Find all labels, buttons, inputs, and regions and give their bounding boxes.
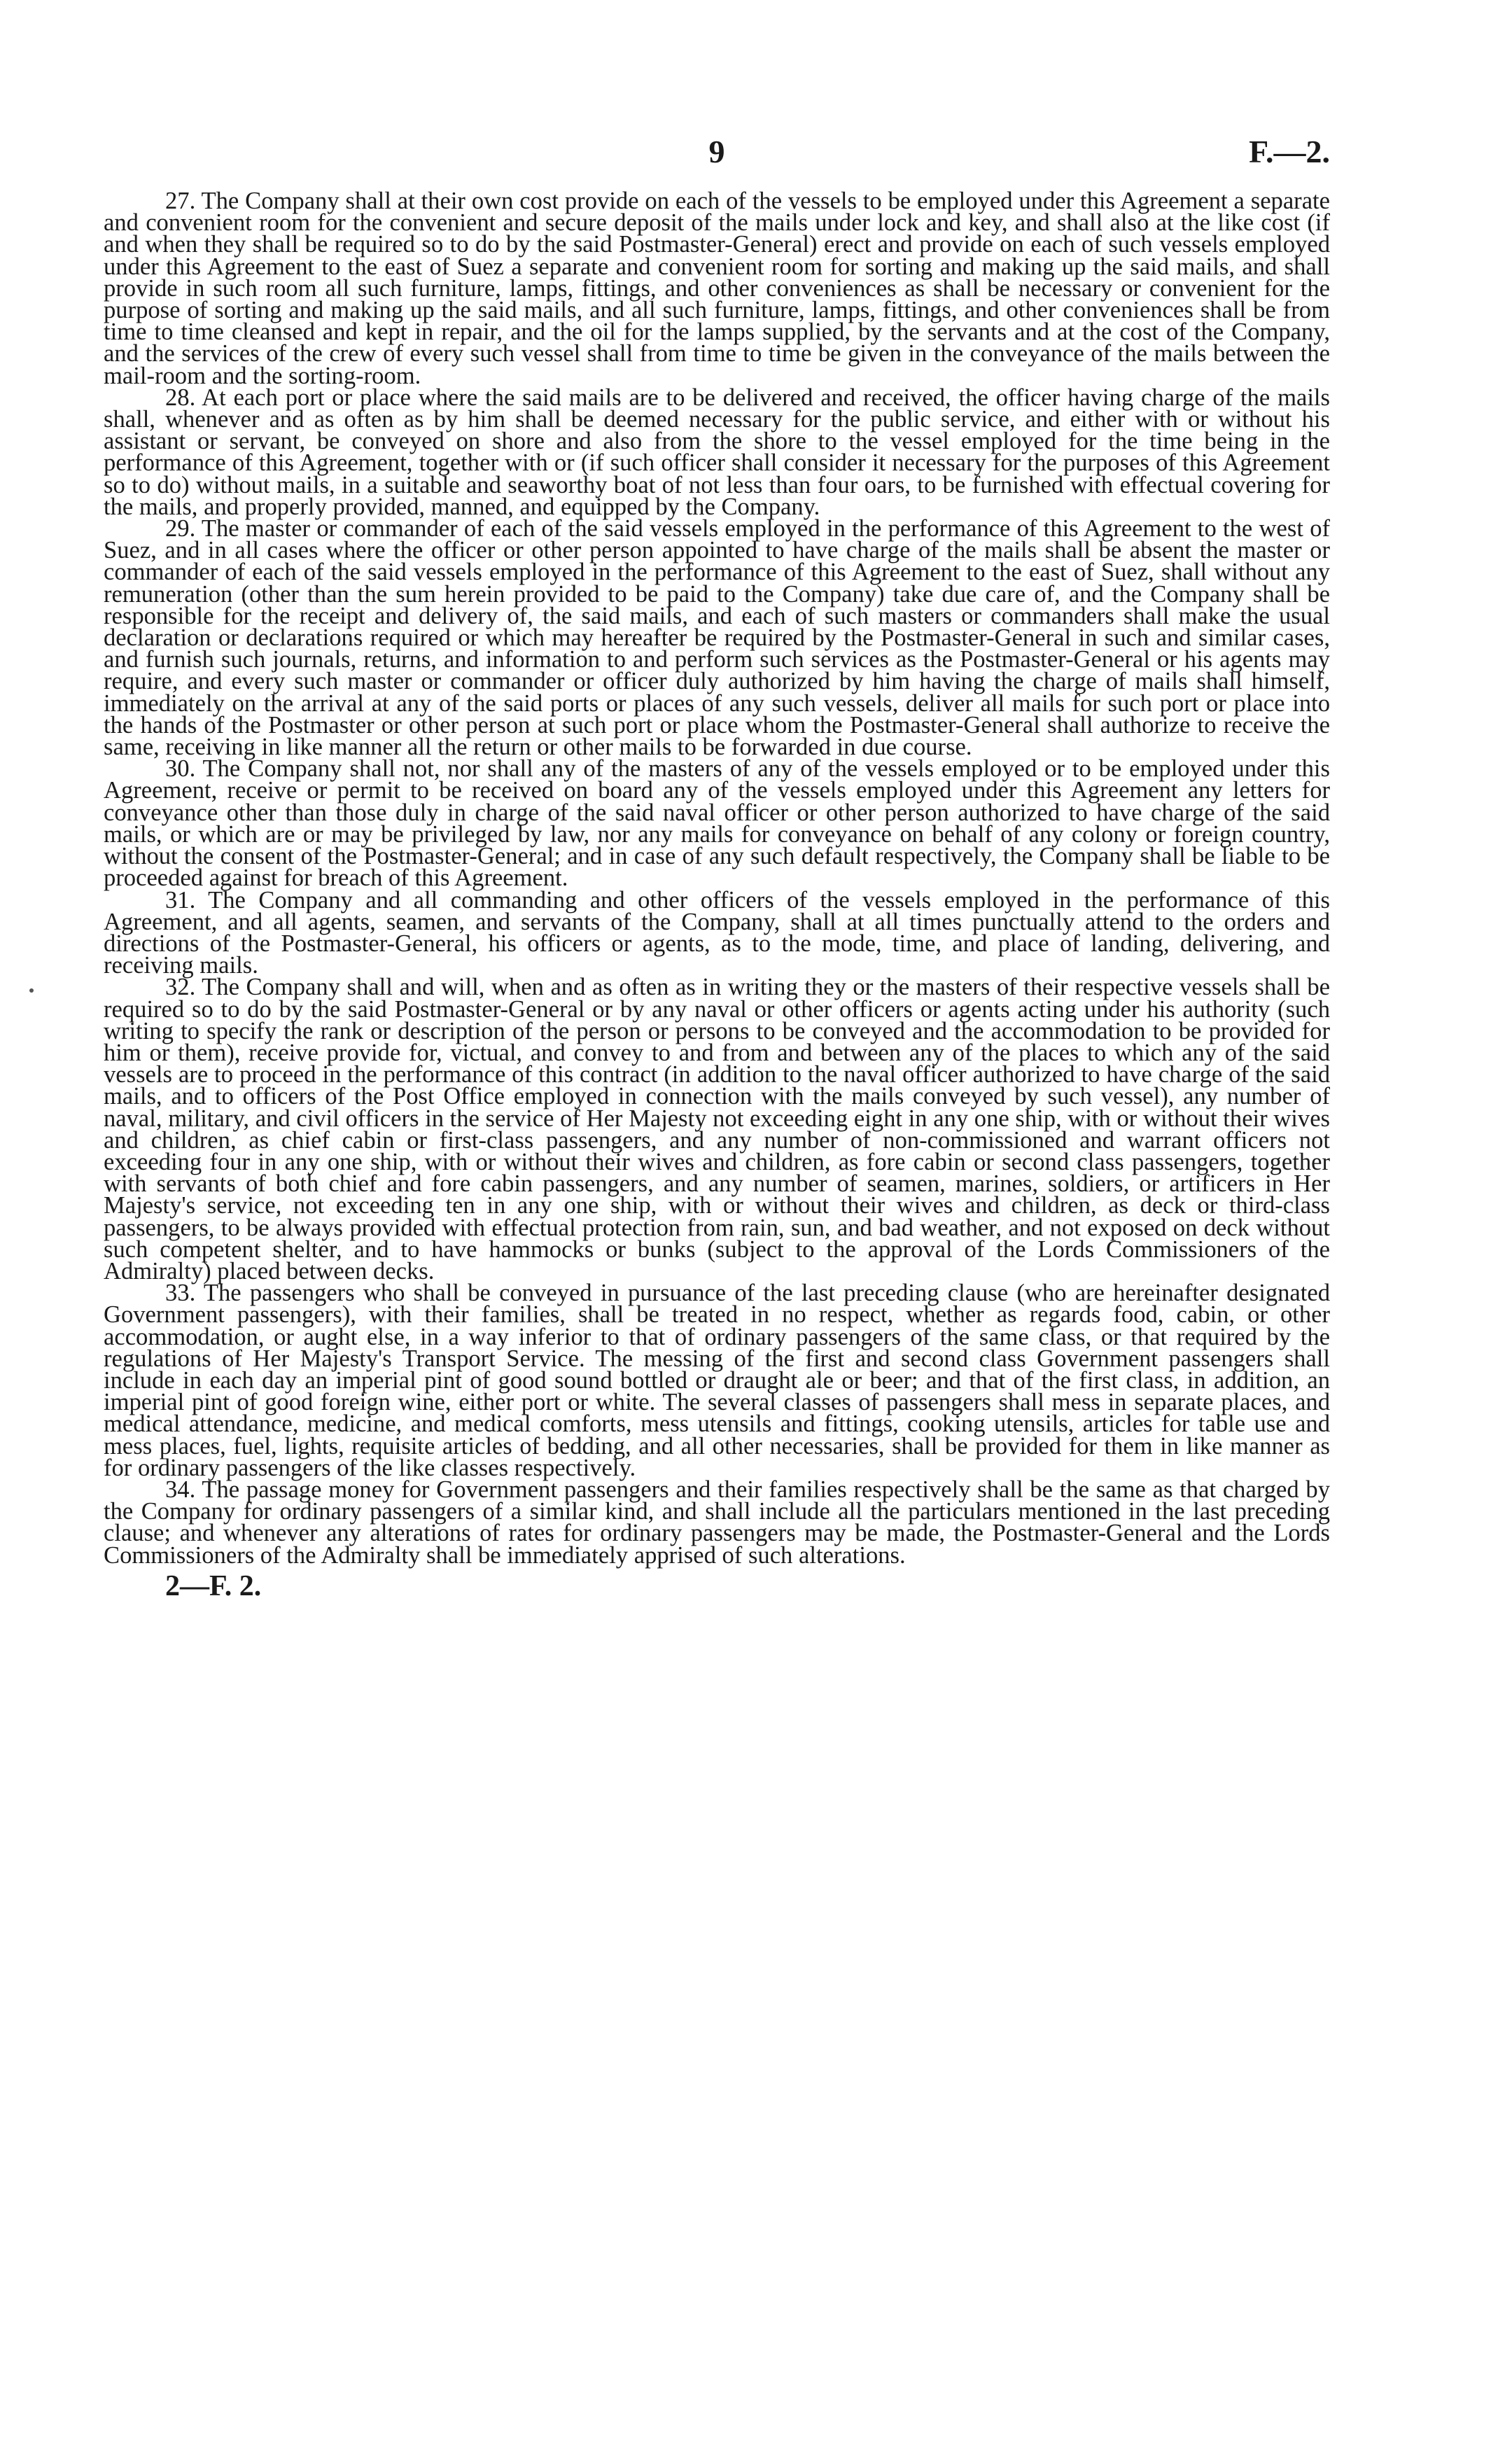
page-number: 9	[708, 134, 725, 169]
clause-32: 32. The Company shall and will, when and as often as in writing they or the masters of their respective vessels shall be required so to do by the said Postmaster-General or by any naval or other officers or agents acting under his authority (such writing to specify the rank or description of the person or persons to be conveyed and the accommodation to be provided for him or them), receive provide for, victual, and convey to and from and between any of the places to which any of the said vessels are to proceed in the performance of this contract (in addition to the naval officer authorized to have charge of the said mails, and to officers of the Post Office employed in connection with the mails conveyed by such vessel), any number of naval, military, and civil officers in the service of Her Majesty not exceeding eight in any one ship, with or without their wives and children, as chief cabin or first-class passengers, and any number of non-commissioned and warrant officers not exceeding four in any one ship, with or without their wives and children, as fore cabin or second class passengers, together with servants of both chief and fore cabin passengers, and any number of seamen, marines, soldiers, or artificers in Her Majesty's service, not exceeding ten in any one ship, with or without their wives and children, as deck or third-class passengers, to be always provided with effectual protection from rain, sun, and bad weather, and not exposed on deck without such competent shelter, and to have hammocks or bunks (subject to the approval of the Lords Commissioners of the Admiralty) placed between decks.	[104, 974, 1330, 1284]
page-header	[104, 133, 1330, 175]
clause-29: 29. The master or commander of each of the said vessels employed in the performance of this Agreement to the west of Suez, and in all cases where the officer or other person appointed to have charge of the mails shall be absent the master or commander of each of the said vessels employed in the performance of this Agreement to the east of Suez, shall without any remuneration (other than the sum herein provided to be paid to the Company) take due care of, and the Company shall be responsible for the receipt and delivery of, the said mails, and each of such masters or commanders shall make the usual declaration or declarations required or which may hereafter be required by the Postmaster-General in such and similar cases, and furnish such journals, returns, and information to and perform such services as the Postmaster-General or his agents may require, and every such master or commander or officer duly authorized by him having the charge of mails shall himself, immediately on the arrival at any of the said ports or places of any such vessels, deliver all mails for such port or place into the hands of the Postmaster or other person at such port or place whom the Postmaster-General shall authorize to receive the same, receiving in like manner all the return or other mails to be forwarded in due course.	[104, 515, 1330, 761]
margin-dot	[29, 988, 34, 993]
clause-27: 27. The Company shall at their own cost provide on each of the vessels to be employed under this Agreement a separate and convenient room for the convenient and secure deposit of the mails under lock and key, and shall also at the like cost (if and when they shall be required so to do by the said Postmaster-General) erect and provide on each of such vessels employed under this Agreement to the east of Suez a separate and convenient room for sorting and making up the said mails, and shall provide in such room all such furniture, lamps, fittings, and other conveniences as shall be necessary or convenient for the purpose of sorting and making up the said mails, and all such furniture, lamps, fittings, and other conveniences shall be from time to time cleansed and kept in repair, and the oil for the lamps supplied, by the servants and at the cost of the Company, and the services of the crew of every such vessel shall from time to time be given in the conveyance of the mails between the mail-room and the sorting-room.	[104, 188, 1330, 389]
clause-33: 33. The passengers who shall be conveyed in pursuance of the last preceding clause (who are hereinafter designated Government passengers), with their families, shall be treated in no respect, whether as regards food, cabin, or other accommodation, or aught else, in a way inferior to that of ordinary passengers of the same class, or that required by the regulations of Her Majesty's Transport Service. The messing of the first and second class Government passengers shall include in each day an imperial pint of good sound bottled or draught ale or beer; and that of the first class, in addition, an imperial pint of good foreign wine, either port or white. The several classes of passengers shall mess in separate places, and medical attendance, medicine, and medical comforts, mess utensils and fittings, cooking utensils, articles for table use and mess places, fuel, lights, requisite articles of bedding, and all other necessaries, shall be provided for them in like manner as for ordinary passengers of the like classes respectively.	[104, 1280, 1330, 1481]
clause-31: 31. The Company and all commanding and other officers of the vessels employed in the performance of this Agreement, and all agents, seamen, and servants of the Company, shall at all times punctually attend to the orders and directions of the Postmaster-General, his officers or agents, as to the mode, time, and place of landing, delivering, and receiving mails.	[104, 886, 1330, 979]
clause-34: 34. The passage money for Government passengers and their families respectively shall be the same as that charged by the Company for ordinary passengers of a similar kind, and shall include all the particulars mentioned in the last preceding clause; and whenever any alterations of rates for ordinary passengers may be made, the Postmaster-General and the Lords Commissioners of the Admiralty shall be immediately apprised of such alterations.	[104, 1476, 1330, 1569]
clause-28: 28. At each port or place where the said mails are to be delivered and received, the officer having charge of the mails shall, whenever and as often as by him shall be deemed necessary for the public service, and either with or without his assistant or servant, be conveyed on shore and also from the shore to the vessel employed for the time being in the performance of this Agreement, together with or (if such officer shall consider it necessary for the purposes of this Agreement so to do) without mails, in a suitable and seaworthy boat of not less than four oars, to be furnished with effectual covering for the mails, and properly provided, manned, and equipped by the Company.	[104, 384, 1330, 520]
signature-mark: 2—F. 2.	[165, 1569, 262, 1602]
clause-30: 30. The Company shall not, nor shall any of the masters of any of the vessels employed or to be employed under this Agreement, receive or permit to be received on board any of the vessels employed under this Agreement any letters for conveyance other than those duly in charge of the said naval officer or other person authorized to have charge of the said mails, or which are or may be privileged by law, nor any mails for conveyance on behalf of any colony or foreign country, without the consent of the Postmaster-General; and in case of any such default respectively, the Company shall be liable to be proceeded against for breach of this Agreement.	[104, 755, 1330, 892]
agreement-clauses	[104, 190, 1330, 1567]
document-page	[104, 133, 1330, 1603]
document-code: F.—2.	[1249, 134, 1330, 169]
